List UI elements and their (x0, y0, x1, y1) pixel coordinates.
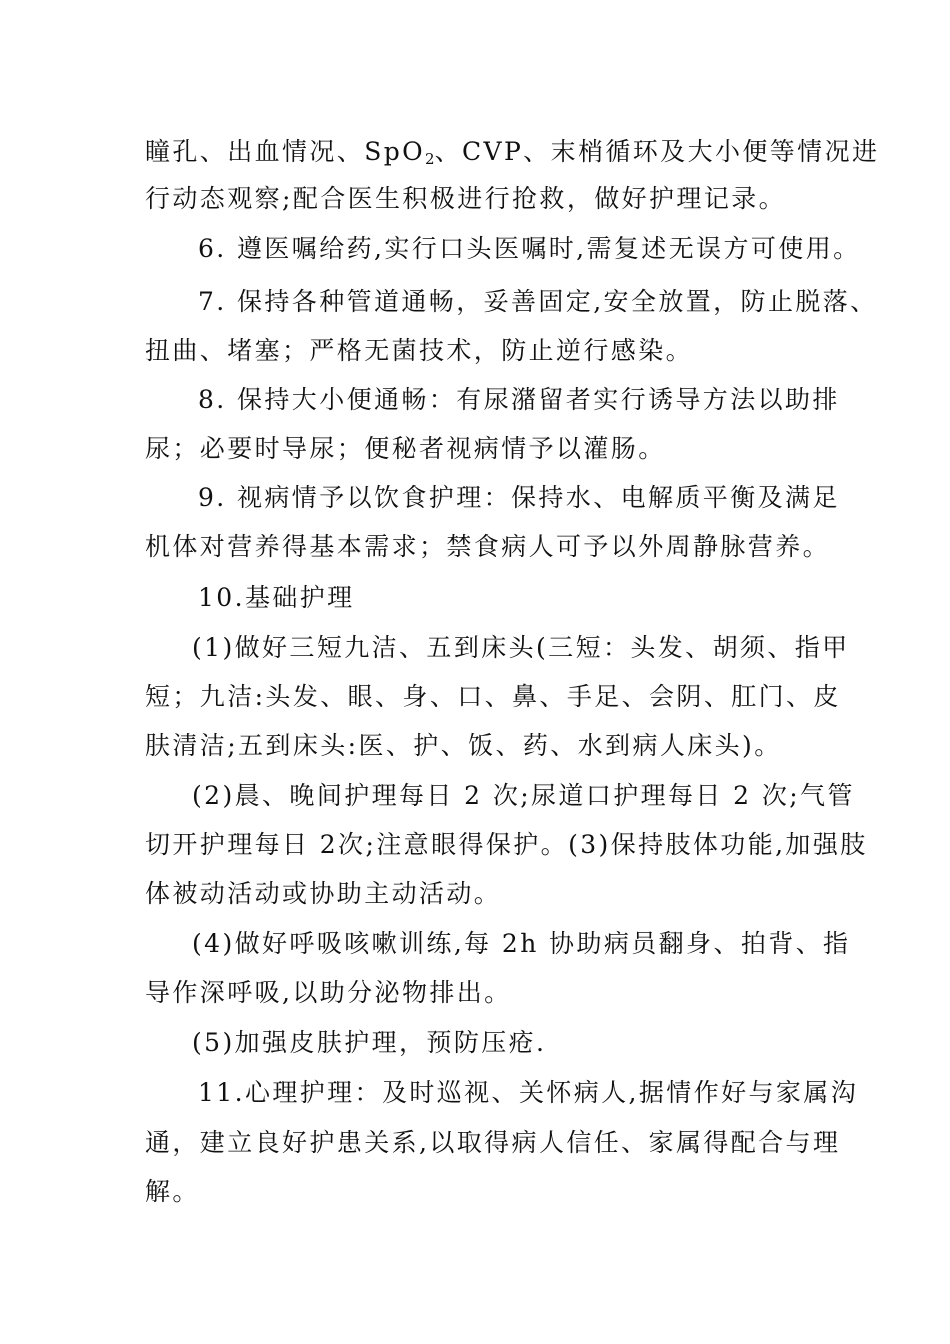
paragraph-line: 导作深呼吸,以助分泌物排出。 (145, 978, 512, 1007)
sub-item-5: (5)加强皮肤护理，预防压疮. (192, 1028, 547, 1057)
subscript-text: 2 (425, 150, 435, 168)
section-heading: 10.基础护理 (198, 583, 355, 612)
paragraph-line: 行动态观察;配合医生积极进行抢救，做好护理记录。 (145, 184, 787, 213)
paragraph-line: 切开护理每日 2次;注意眼得保护。(3)保持肢体功能,加强肢 (145, 830, 868, 859)
paragraph-line: 短；九洁:头发、眼、身、口、鼻、手足、会阴、肛门、皮 (145, 682, 841, 711)
paragraph-line: 肤清洁;五到床头:医、护、饭、药、水到病人床头)。 (145, 731, 782, 760)
list-item-7: 7. 保持各种管道通畅，妥善固定,安全放置，防止脱落、 (198, 287, 878, 316)
paragraph-line: 扭曲、堵塞；严格无菌技术，防止逆行感染。 (145, 336, 694, 365)
paragraph-line: 尿；必要时导尿；便秘者视病情予以灌肠。 (145, 434, 666, 463)
paragraph-line (145, 137, 879, 174)
sub-item-1: (1)做好三短九洁、五到床头(三短：头发、胡须、指甲 (192, 633, 850, 662)
text-span: 、CVP、末梢循环及大小便等情况进 (434, 137, 880, 166)
paragraph-line: 体被动活动或协助主动活动。 (145, 879, 502, 908)
list-item-8: 8. 保持大小便通畅：有尿潴留者实行诱导方法以助排 (198, 385, 840, 414)
sub-item-4: (4)做好呼吸咳嗽训练,每 2h 协助病员翻身、拍背、指 (192, 929, 851, 958)
list-item-11: 11.心理护理：及时巡视、关怀病人,据情作好与家属沟 (198, 1078, 859, 1107)
list-item-9: 9. 视病情予以饮食护理：保持水、电解质平衡及满足 (198, 483, 840, 512)
text-span: 瞳孔、出血情况、SpO (145, 137, 426, 166)
paragraph-line: 通，建立良好护患关系,以取得病人信任、家属得配合与理 (145, 1128, 841, 1157)
list-item-6: 6. 遵医嘱给药,实行口头医嘱时,需复述无误方可使用。 (198, 234, 861, 263)
sub-item-2: (2)晨、晚间护理每日 2 次;尿道口护理每日 2 次;气管 (192, 781, 855, 810)
paragraph-line: 解。 (145, 1177, 200, 1206)
paragraph-line: 机体对营养得基本需求；禁食病人可予以外周静脉营养。 (145, 532, 831, 561)
